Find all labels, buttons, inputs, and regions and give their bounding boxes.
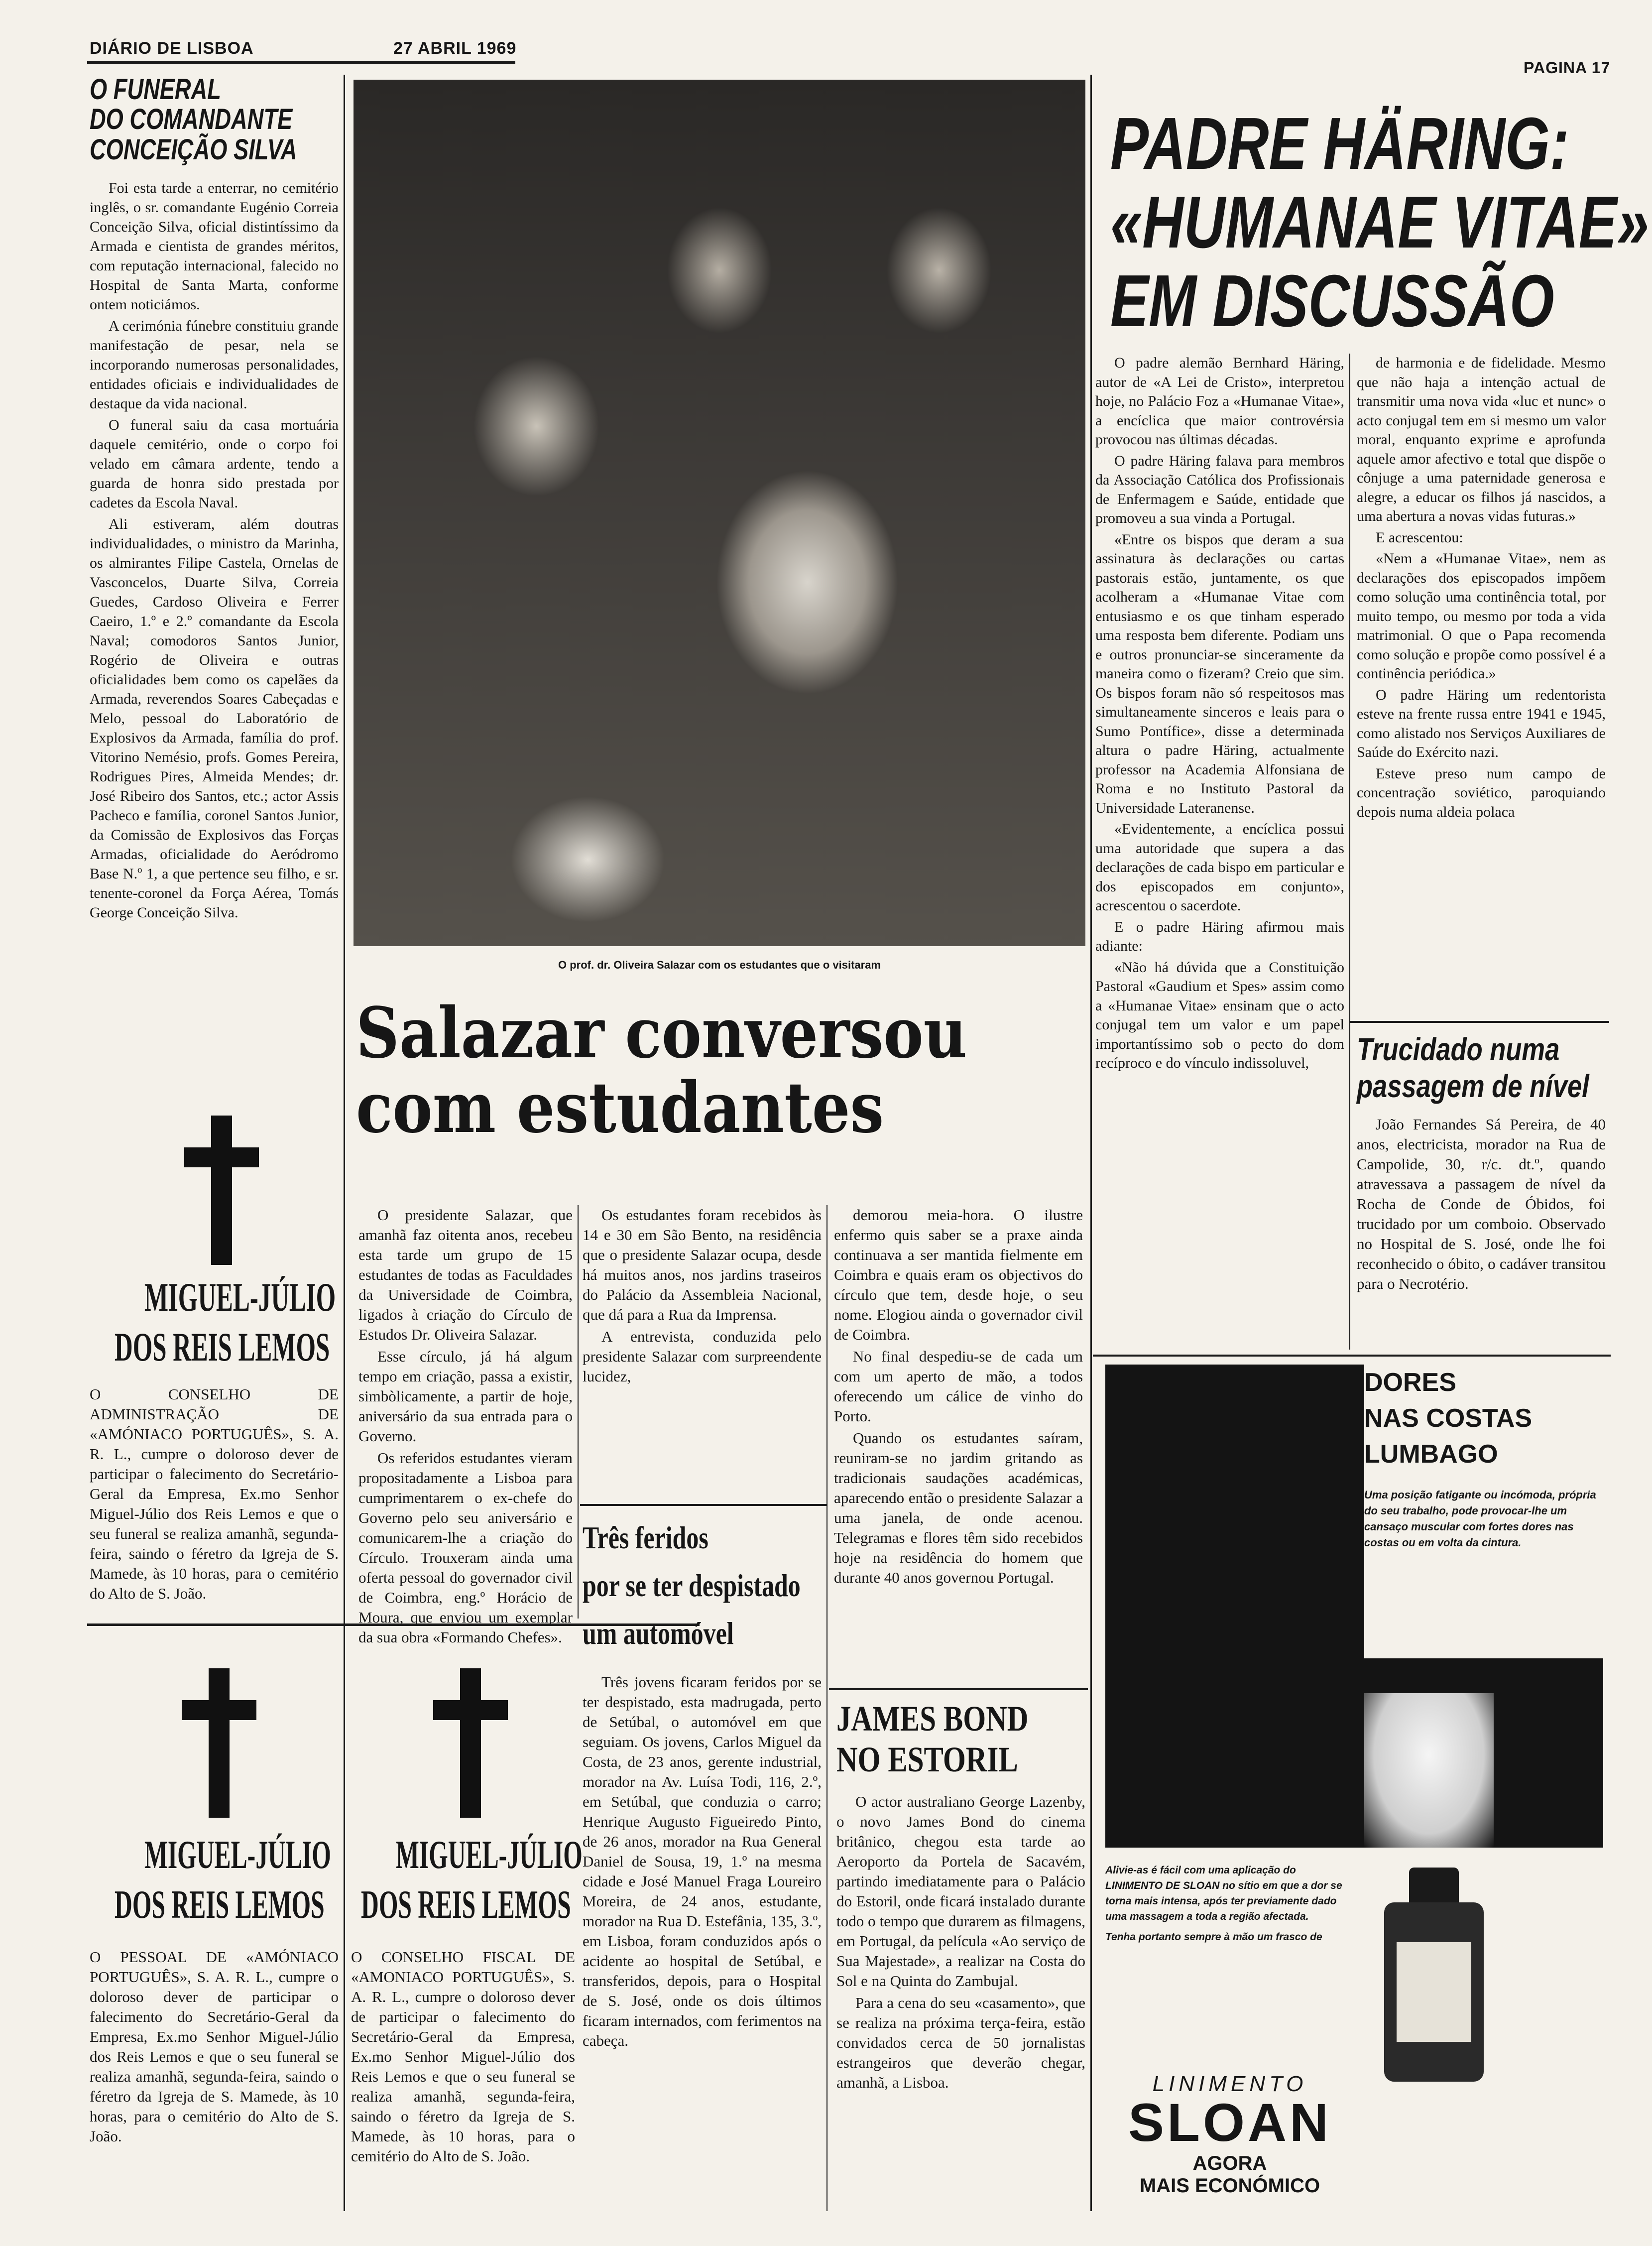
sloan-ad-headline-line: LUMBAGO [1364,1440,1498,1469]
obituary-3 [351,1638,583,2211]
haring-paragraph: O padre alemão Bernhard Häring, autor de «A Lei de Cristo», interpretou hoje, no Palácio Foz a «Humanae Vitae», a encíclica que maior controvérsia provocou nas últimas décadas. [1095,355,1344,448]
section-rule [1093,1355,1611,1357]
sloan-ad-copy-panel [1105,1853,1349,2067]
salazar-paragraph: demorou meia-hora. O ilustre enfermo quis saber se a praxe ainda continuava a ser mantida fielmente em Coimbra e quais eram os objectivos do círculo que tem, desde hoje, o seu nome. Elogiou ainda o governador civil de Coimbra. [834,1206,1083,1343]
haring-headline-line: PADRE HÄRING: [1110,103,1569,185]
bond-headline-line: NO ESTORIL [836,1740,1018,1779]
sloan-ad-headline-line: DORES [1364,1368,1456,1397]
salazar-paragraph: Os referidos estudantes vieram propositadamente a Lisboa para cumprimentarem o ex-chefe do Governo pelo seu aniversário e comunicarem-lhe a criação do Círculo. Trouxeram ainda uma oferta pessoal do governador civil de Coimbra, eng.º Horácio de Moura, que enviou um exemplar da sua obra «Formando Chefes». [358,1449,573,1646]
haring-paragraph: de harmonia e de fidelidade. Mesmo que não haja a intenção actual de transmitir uma nova vida «luc et nunc» o acto conjugal tem em si mesmo um valor moral, enquanto exprime e aprofunda aquele amor afectivo e total que dispõe o cônjuge a uma paternidade generosa e alegre, a educar os filhos já nascidos, a uma abertura a novas vidas futuras.» [1357,355,1606,524]
salazar-paragraph: Esse círculo, já há algum tempo em criação, passa a existir, simbòlicamente, a partir de hoje, aniversário da sua entrada para o Governo. [358,1348,573,1445]
obituary-name: DOS REIS LEMOS [115,1324,330,1370]
funeral-body [90,178,339,922]
funeral-headline-1: O FUNERAL [90,73,221,106]
salazar-paragraph: No final despediu-se de cada um com um aperto de mão, a todos oferecendo um cálice de vinho do Porto. [834,1348,1083,1425]
funeral-paragraph: A cerimónia fúnebre constituiu grande manifestação de pesar, nela se incorporando numerosas personalidades, entidades oficiais e individualidades de destaque da vida nacional. [90,318,339,412]
section-rule [1350,1021,1609,1023]
sloan-ad-headline [1364,1365,1603,1472]
bond-body [836,1792,1085,2093]
column-rule [1090,75,1092,2211]
sloan-ad-headline-line: NAS COSTAS [1364,1404,1533,1433]
haring-headline [1110,103,1649,342]
salazar-col-1 [358,1205,573,1649]
bond-headline [836,1698,1041,1780]
funeral-headline-3: CONCEIÇÃO SILVA [90,133,297,166]
salazar-paragraph: A entrevista, conduzida pelo presidente Salazar com surpreendente lucidez, [583,1328,822,1385]
salazar-students-photo [354,80,1085,946]
salazar-headline [356,993,1083,1149]
salazar-col-3 [834,1205,1083,1590]
funeral-paragraph: Foi esta tarde a enterrar, no cemitério inglês, o sr. comandante Eugénio Correia Conceição Silva, oficial distintíssimo da Armada e cientista de grandes méritos, com reputação internacional, falecido no Hospital de Santa Marta, conforme ontem noticiámos. [90,180,339,313]
obituary-text: O CONSELHO FISCAL DE «AMONIACO PORTUGUÊS», S. A. R. L., cumpre o doloroso dever de participar o falecimento do Secretário-Geral da Empresa, Ex.mo Senhor Miguel-Júlio dos Reis Lemos e que o seu funeral se realiza amanhã, segunda-feira, saindo o féretro da Igreja de S. Mamede, às 10 horas, para o cemitério do Alto de S. João. [351,1948,575,2165]
funeral-headline-2: DO COMANDANTE [90,103,293,135]
obituary-name: DOS REIS LEMOS [115,1883,325,1927]
sloan-brand [1100,2072,1359,2197]
haring-paragraph: E acrescentou: [1376,529,1463,546]
obituary-text: O CONSELHO DE ADMINISTRAÇÃO DE «AMÓNIACO PORTUGUÊS», S. A. R. L., cumpre o doloroso dever de participar o falecimento do Secretário-Geral da Empresa, Ex.mo Senhor Miguel-Júlio dos Reis Lemos e que o seu funeral se realiza amanhã, segunda-feira, saindo o féretro da Igreja de S. Mamede, às 10 horas, para o cemitério do Alto de S. João. [90,1385,339,1602]
feridos-headline-line: por se ter despistado [583,1568,801,1603]
sloan-ad-relief: Alivie-as é fácil com uma aplicação do LINIMENTO DE SLOAN no sítio em que a dor se torna mais intensa, após ter previamente dado uma massagem a toda a região afectada. [1105,1865,1342,1922]
header-rule [87,61,515,64]
sloan-slogan-1: AGORA [1192,2152,1267,2174]
bond-paragraph: O actor australiano George Lazenby, o novo James Bond do cinema britânico, chegou esta tarde ao Aeroporto da Portela de Sacavém, partindo imediatamente para o Palácio do Estoril, onde ficará instalado durante todo o tempo que durarem as filmagens, em Portugal, da película «Ao serviço de Sua Majestade», a realizar na Costa do Sol e na Quinta do Zambujal. [836,1793,1085,1990]
bond-paragraph: Para a cena do seu «casamento», que se realiza na próxima terça-feira, estão convidados cerca de 50 jornalistas estrangeiros que deverão chegar, amanhã, a Lisboa. [836,1994,1085,2091]
trucidado-article [1357,1031,1606,1294]
cross-icon [184,1116,259,1265]
funeral-paragraph: Ali estiveram, além doutras individualidades, o ministro da Marinha, os almirantes Filipe Castela, Ornelas de Vasconcelos, Duarte Silva, Correia Guedes, Cardoso Oliveira e Ferrer Caeiro, 1.º e 2.º comandante da Escola Naval; comodoros Santos Junior, Rogério de Oliveira e outras oficialidades bem como os capelães da Armada, reverendos Soares Cabeçadas e Melo, pessoal do Laboratório de Explosivos da Armada, família do prof. Vitorino Nemésio, profs. Gomes Pereira, Rodrigues Pires, Almeida Mendes; dr. José Ribeiro dos Santos, etc.; actor Assis Pacheco e família, coronel Santos Junior, da Comissão de Explosivos das Forças Armadas, oficialidade do Aeródromo Base N.º 1, a que pertence seu filho, e sr. tenente-coronel da Força Aérea, Tomás George Conceição Silva. [90,516,339,921]
salazar-col-2 [583,1205,822,1388]
haring-paragraph: E o padre Häring afirmou mais adiante: [1095,918,1344,954]
salazar-paragraph: Os estudantes foram recebidos às 14 e 30 em São Bento, na residência que o presidente Salazar ocupa, desde há muitos anos, nos jardins traseiros do Palácio da Assembleia Nacional, que dá para a Rua da Imprensa. [583,1206,822,1323]
sloan-ad-photo [1364,1693,1494,1848]
feridos-headline-line: Três feridos [583,1520,708,1555]
haring-paragraph: O padre Häring um redentorista esteve na frente russa entre 1941 e 1945, como alistado nos Serviços Auxiliares de Saúde do Exército nazi. [1357,686,1606,760]
salazar-headline-line: Salazar conversou [356,993,967,1074]
column-rule [344,75,345,2211]
obituary-name: MIGUEL-JÚLIO [144,1274,336,1320]
haring-paragraph: «Nem a «Humanae Vitae», nem as declarações dos episcopados impõem como solução uma continência total, por muito tempo, ou mesmo por toda a vida matrimonial. O que o Papa recomenda como solução e propõe como possível é a continência periódica.» [1357,550,1606,682]
obituary-name: MIGUEL-JÚLIO [396,1833,583,1877]
cross-icon [433,1668,508,1818]
issue-date: 27 ABRIL 1969 [393,39,517,58]
haring-paragraph: «Não há dúvida que a Constituição Pastoral «Gaudium et Spes» assim como a «Humanae Vitae» ensinam que o acto conjugal tem um valor e um papel importantíssimo sob o pecto do dom recíproco e do vínculo indissoluvel, [1095,959,1344,1071]
cross-icon [182,1668,256,1818]
salazar-headline-line: com estudantes [356,1067,884,1149]
funeral-paragraph: O funeral saiu da casa mortuária daquele cemitério, onde o corpo foi velado em câmara ardente, tendo a guarda de honra sido prestada por cadetes da Escola Naval. [90,417,339,511]
page-number: PAGINA 17 [1524,59,1611,77]
haring-col-1 [1095,354,1344,1075]
feridos-body: Três jovens ficaram feridos por se ter despistado, esta madrugada, perto de Setúbal, o automóvel em que seguiam. Os jovens, Carlos Miguel da Costa, de 23 anos, gerente industrial, morador na Av. Luísa Todi, 116, 2.º, em Setúbal, que conduzia o carro; Henrique Augusto Figueiredo Pinto, de 26 anos, morador na Rua General Daniel de Sousa, 19, 1.º na mesma cidade e José Manuel Fraga Loureiro Moreira, de 24 anos, estudante, morador na Rua D. Estefânia, 135, 3.º, em Lisboa, foram conduzidos após o acidente ao hospital de Setúbal, e transferidos, depois, para o Hospital de S. José, onde os dois últimos ficaram internados, com ferimentos na cabeça. [583,1673,822,2049]
haring-paragraph: «Entre os bispos que deram a sua assinatura às declarações ou cartas pastorais estão, juntamente, os que acolheram a «Humanae Vitae com entusiasmo e os que tinham esperado uma resposta bem diferente. Podiam uns e outros pronunciar-se sinceramente da maneira como o fizeram? Creio que sim. Os bispos foram não só respeitosos mas simultaneamente sinceros e leais para o Sumo Pontífice», disse a determinada altura o padre Häring, actualmente professor na Academia Alfonsiana de Roma e no Instituto Pastoral da Universidade Lateranense. [1095,531,1344,816]
bond-headline-line: JAMES BOND [836,1699,1029,1739]
column-rule [1349,354,1350,1350]
sloan-brand-line-1: LINIMENTO [1152,2072,1307,2096]
sloan-bottle-icon [1374,1868,1494,2082]
obituary-name: MIGUEL-JÚLIO [144,1833,331,1877]
column-rule [826,1205,827,2211]
salazar-paragraph: Quando os estudantes saíram, reuniram-se no jardim gritando as tradicionais saudações académicas, aparecendo então o presidente Salazar a uma janela, de onde acenou. Telegramas e flores têm sido recebidos hoje na residência do homem que durante 40 anos governou Portugal. [834,1429,1083,1586]
feridos-headline [583,1514,801,1657]
sloan-ad-copy-box [1364,1365,1603,1658]
trucidado-body: João Fernandes Sá Pereira, de 40 anos, electricista, morador na Rua de Campolide, 30, r/c. dt.º, quando atravessava a passagem de nível da Rocha de Conde de Óbidos, foi trucidado por um comboio. Observado no Hospital de S. José, onde lhe foi reconhecido o óbito, o cadáver transitou para o Necrotério. [1357,1116,1606,1292]
haring-paragraph: Esteve preso num campo de concentração soviético, paroquiando depois numa aldeia polaca [1357,765,1606,820]
section-rule [829,1688,1088,1690]
column-rule [578,1205,579,1619]
bond-article [836,1698,1085,2095]
salazar-paragraph: O presidente Salazar, que amanhã faz oitenta anos, recebeu esta tarde um grupo de 15 estudantes de todas as Faculdades da Universidade de Coimbra, ligados à criação do Círculo de Estudos Dr. Oliveira Salazar. [358,1206,573,1343]
trucidado-headline-line: passagem de nível [1357,1068,1589,1104]
feridos-headline-line: um automóvel [583,1616,734,1651]
haring-paragraph: «Evidentemente, a encíclica possui uma autoridade que supera a das declarações de cada bispo em particular e dos episcopados em conjunto», acrescentou o sacerdote. [1095,821,1344,914]
sloan-slogan-2: MAIS ECONÓMICO [1139,2175,1320,2197]
feridos-article [583,1514,822,2051]
sloan-ad-dark-panel [1105,1658,1603,1848]
haring-headline-line: EM DISCUSSÃO [1110,260,1554,342]
haring-paragraph: O padre Häring falava para membros da Associação Católica dos Profissionais de Enfermagem e Saúde, entidade que promoveu a sua vinda a Portugal. [1095,452,1344,526]
masthead: DIÁRIO DE LISBOA [90,39,254,58]
haring-headline-line: «HUMANAE VITAE» [1110,181,1649,263]
funeral-article [90,75,339,924]
sloan-ad-keep: Tenha portanto sempre à mão um frasco de [1105,1931,1322,1943]
obituary-text: O PESSOAL DE «AMÓNIACO PORTUGUÊS», S. A. R. L., cumpre o doloroso dever de participar o falecimento do Secretário-Geral da Empresa, Ex.mo Senhor Miguel-Júlio dos Reis Lemos e que o seu funeral se realiza amanhã, segunda-feira, saindo o féretro da Igreja de S. Mamede, às 10 horas, para o cemitério do Alto de S. João. [90,1948,339,2145]
sloan-ad-intro: Uma posição fatigante ou incómoda, própria do seu trabalho, pode provocar-lhe um cansaço muscular com fortes dores nas costas ou em volta da cintura. [1364,1489,1596,1549]
haring-col-2 [1357,354,1606,824]
section-rule [580,1504,826,1506]
sloan-brand-line-2: SLOAN [1128,2092,1331,2152]
obituary-name: DOS REIS LEMOS [361,1883,571,1927]
photo-caption: O prof. dr. Oliveira Salazar com os estudantes que o visitaram [558,959,881,971]
obituary-1 [90,1096,339,1614]
trucidado-headline-line: Trucidado numa [1357,1031,1560,1067]
obituary-2 [90,1638,339,2211]
